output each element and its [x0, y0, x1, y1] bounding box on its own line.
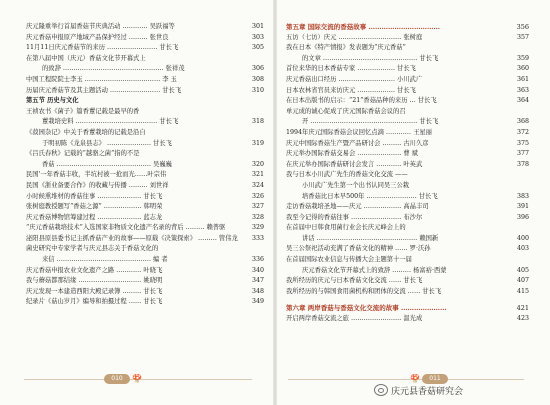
toc-entry-title: 菌史研究中专家学者与庆元县志关于香菇文化的	[26, 245, 159, 253]
toc-entry-page: 368	[516, 118, 529, 126]
toc-entry	[26, 139, 264, 150]
toc-entry	[26, 213, 264, 224]
toc-entry-title: 我在日本《特产情报》发表题为“庆元香菇”	[286, 44, 406, 52]
toc-entry-title: 吴三公祭祀活动充满了香菇文化的精神 …… 罗·沃孙	[286, 245, 431, 253]
toc-entry-page: 364	[516, 97, 529, 105]
toc-entry-title: 1994年庆元国际香菇会议回忆点滴 ………… 王星丽	[286, 128, 432, 136]
toc-entry-title: 在首届国际农业信息与传播大会主题第十一届	[286, 256, 412, 264]
toc-entry	[286, 266, 529, 277]
toc-entry-title: 的文章 ……………………………………… 甘长飞	[302, 54, 439, 62]
toc-entry	[26, 86, 264, 97]
toc-entry-page: 347	[251, 277, 264, 285]
toc-entry-title: 培香菇比日本早500年 …………………… 甘长飞	[302, 192, 438, 200]
toc-entry	[286, 192, 529, 203]
toc-entry	[286, 64, 529, 75]
toc-entry-page: 305	[251, 44, 264, 52]
toc-entry	[26, 43, 264, 54]
toc-entry-title: 纪录片《菇山岁月》编导和拍摄过程 …… 甘长飞	[26, 298, 163, 306]
section-heading	[26, 96, 264, 107]
toc-entry-page: 405	[516, 266, 529, 274]
toc-entry-page: 375	[516, 139, 529, 147]
toc-entry-page: 318	[251, 118, 264, 126]
toc-entry-title: 第五节 历史与文化	[26, 97, 79, 105]
toc-entry-page: 396	[516, 213, 529, 221]
toc-entry-page: 321	[251, 171, 264, 179]
toc-entry	[26, 170, 264, 181]
toc-entry	[286, 255, 529, 266]
toc-entry-page: 377	[516, 150, 529, 158]
right-footer-rule	[288, 379, 524, 380]
toc-entry-title: 来信 ……………………………………… 编 者	[42, 256, 168, 264]
right-page-number: 011	[422, 374, 448, 384]
mushroom-icon: 🍄	[410, 374, 420, 383]
toc-entry-title: 在庆元举办国际香菇研讨会发言 ………… 叶英武	[286, 160, 423, 168]
toc-entry-page: 356	[516, 23, 529, 31]
toc-entry-page: 403	[516, 245, 529, 253]
toc-entry-title: 民国'一年香菇丰收，半坑村被一抢而光……叶宗伟	[26, 171, 167, 179]
toc-entry	[26, 276, 264, 287]
toc-entry-page: 306	[251, 65, 264, 73]
watermark-text: 庆元县香菇研究会	[391, 387, 464, 397]
toc-entry-title: 在日本出版书的启示：“21”香菇品种的来历 … 甘长飞	[286, 97, 437, 105]
toc-entry-page: 319	[251, 139, 264, 147]
toc-entry-page: 326	[251, 192, 264, 200]
toc-entry	[26, 128, 264, 139]
toc-entry	[26, 234, 264, 245]
toc-entry	[286, 107, 529, 118]
toc-entry-page: 423	[516, 315, 529, 323]
toc-entry	[286, 244, 529, 255]
toc-entry-title: “庆元香菇栽培技术”入选国家非物质文化遗产名录的背后 ……… 赖普驱	[26, 224, 226, 232]
toc-entry-title: 小川武广先生第一个出书认同吴三公栽	[302, 181, 410, 189]
toc-entry	[286, 170, 529, 181]
toc-entry-title: 王祯农书《菌子》篇香蕈记载是最早的香	[26, 107, 140, 115]
toc-entry-page: 421	[516, 304, 529, 313]
toc-entry	[286, 96, 529, 107]
toc-entry	[286, 75, 529, 86]
toc-entry-page: 372	[516, 128, 529, 136]
toc-entry	[286, 160, 529, 171]
toc-entry-page: 360	[516, 65, 529, 73]
toc-entry	[286, 213, 529, 224]
toc-entry	[26, 192, 264, 203]
toc-entry	[26, 181, 264, 192]
toc-entry-title: 开 …………………………………………… 甘长飞	[302, 118, 439, 126]
wechat-icon	[374, 384, 388, 396]
toc-entry	[26, 22, 264, 33]
toc-entry	[26, 107, 264, 118]
toc-entry-title: 我与蘑菇都那结缘 ………………………… 姚晓明	[26, 277, 163, 285]
toc-entry-title: 张树庭教授题写“香菇之源” ……………… 韩明荣	[26, 203, 163, 211]
toc-entry-page: 336	[251, 256, 264, 264]
toc-entry	[286, 54, 529, 65]
toc-entry-title: 庆元香菇文化节开幕式上的致辞 ……… 杨富裕·西蒙	[302, 266, 447, 274]
toc-entry-title: 庆元隆重举行首届香菇节庆典活动 ………… 吴跃福等	[26, 23, 175, 30]
chapter-heading	[286, 303, 529, 314]
toc-entry-title: 中国工程院院士李玉 ……………………………… 李 玉	[26, 75, 177, 83]
toc-entry-page: 361	[516, 75, 529, 83]
toc-entry-title: 庆元举办国际香菇交易会 ………………… 曹 斌	[286, 150, 418, 158]
toc-entry-page: 359	[516, 54, 529, 62]
toc-entry	[286, 33, 529, 44]
toc-entry-title: 我与日本小川武广先生的香菇文化交流 ——	[286, 171, 408, 179]
toc-entry-page: 333	[251, 234, 264, 242]
toc-entry	[26, 266, 264, 277]
toc-entry-page: 329	[251, 224, 264, 232]
toc-entry	[26, 160, 264, 171]
toc-entry-page: 310	[251, 86, 264, 94]
toc-entry-title: 《吕氏春秋》记载的“越骆之菌”指的不是	[26, 150, 140, 158]
toc-entry	[286, 276, 529, 287]
toc-entry-page: 400	[516, 234, 529, 242]
toc-entry-title: 庆元发现一本建造西阳大殿记录簿 ……… 甘长飞	[26, 287, 163, 295]
toc-entry-page: 348	[251, 287, 264, 295]
toc-entry-page: 308	[251, 75, 264, 83]
toc-entry-title: 庆元香菇申报原产地域产品保护经过 ……… 张世良	[26, 33, 169, 41]
toc-entry	[26, 75, 264, 86]
right-page	[276, 0, 550, 405]
toc-entry-title: 蕈栽培史料 ………………………………… 甘长飞	[42, 118, 179, 126]
toc-entry-title: 单元成的诚心促成了庆元国际香菇会议的召	[286, 107, 406, 115]
toc-entry	[286, 223, 529, 234]
toc-entry-title: 五访（七访）庆元 ………………………… 张树庭	[286, 33, 423, 41]
toc-entry	[26, 117, 264, 128]
toc-entry-page: 415	[516, 287, 529, 295]
toc-entry-title: 庆元香菇博物馆筹建过程 ………………… 蓝志龙	[26, 213, 163, 221]
toc-entry	[286, 149, 529, 160]
left-page	[0, 0, 274, 405]
toc-entry	[26, 202, 264, 213]
toc-entry	[286, 139, 529, 150]
left-toc	[26, 22, 264, 308]
toc-entry-page: 363	[516, 86, 529, 94]
toc-entry	[26, 149, 264, 160]
toc-entry	[26, 244, 264, 255]
toc-entry	[286, 234, 529, 245]
toc-entry-page: 391	[516, 203, 529, 211]
left-page-footer	[0, 374, 274, 384]
toc-entry	[26, 255, 264, 266]
toc-entry-title: 历届庆元香菇节及其主题活动 …………………… 甘长飞	[26, 86, 182, 94]
toc-entry-title: 小时候熏堆材的香菇往事 ………………… 甘长飞	[26, 192, 163, 200]
right-page-footer	[276, 374, 550, 384]
toc-entry	[286, 43, 529, 54]
toc-entry-page: 383	[516, 192, 529, 200]
toc-entry-title: 的致辞 ………………………………………… 张祥茂	[42, 65, 185, 73]
toc-entry-title: 民国《浙业备要合作》的收藏与传播 ……… 刘世祥	[26, 181, 169, 189]
toc-entry-title: 于明初陈《龙泉县志》 ………………… 甘长飞	[42, 139, 172, 147]
toc-entry-page: 378	[516, 160, 529, 168]
toc-entry	[26, 33, 264, 44]
toc-entry	[286, 181, 529, 192]
toc-entry	[26, 297, 264, 308]
toc-entry	[286, 117, 529, 128]
toc-entry-title: 《菽园杂记》中关于香蕈栽培的记载是沿自	[26, 128, 146, 136]
toc-entry-page: 301	[251, 23, 264, 30]
toc-entry-page: 349	[251, 298, 264, 306]
toc-entry-title: 首位来华的日本香菇专家 ……………… 甘长飞	[286, 65, 416, 73]
toc-entry-title: 讲话 ………………………………………… 赖国新	[302, 234, 439, 242]
toc-entry	[286, 287, 529, 298]
toc-entry-page: 303	[251, 33, 264, 41]
toc-entry	[26, 223, 264, 234]
left-page-number: 010	[104, 374, 130, 384]
toc-entry	[26, 54, 264, 65]
toc-entry-title: 我所经历的庆元与日本香菇文化交流 …… 甘长飞	[286, 277, 423, 285]
toc-entry	[286, 128, 529, 139]
toc-entry-title: 第五章 国际交流的香菇故事 ……………………………	[286, 23, 441, 31]
toc-entry-page: 357	[516, 33, 529, 41]
toc-entry-title: 在第八届中国（庆元）香菇文化节开幕式上	[26, 54, 146, 62]
toc-entry-title: 走访香菇栽培圣地——庆元 ……………… 高晶丰司	[286, 203, 429, 211]
toc-entry-title: 在首届中日韩食用菌行业会长庆元峰会上的	[286, 224, 406, 232]
toc-entry-title: 香菇 ……………………………………… 吴巍巍	[42, 160, 172, 168]
toc-entry-title: 11月11日庆元香菇节的来历 …………………… 甘长飞	[26, 44, 179, 52]
toc-entry-title: 我至今记得的香菇往事 …………………… 布沙尔	[286, 213, 423, 221]
chapter-heading	[286, 22, 529, 33]
toc-entry-page: 320	[251, 160, 264, 168]
toc-entry-title: 第六章 两岸香菇与香菇文化交流的故事 …………………	[286, 304, 447, 313]
toc-entry-title: 庆元香菇申报农业文化遗产之路 ………… 叶晓飞	[26, 266, 163, 274]
toc-entry-page: 328	[251, 213, 264, 221]
toc-entry-title: 庆元中国际香菇生产暨产品研讨会 ……… 古川久彦	[286, 139, 429, 147]
toc-entry-title: 我所经历的与韩国食用菌机构和团体的交流 …… 甘长飞	[286, 287, 442, 295]
toc-entry-title: 庆元香菇出口经历 ……………………… 小川武广	[286, 75, 423, 83]
toc-entry-title: 泌阳县原县委书记主抓香菇产业的故事——原载《决策探索》 ……… 管伟龙	[26, 234, 238, 242]
toc-entry	[286, 314, 529, 325]
toc-entry	[26, 287, 264, 298]
toc-entry-page: 340	[251, 266, 264, 274]
toc-entry-page: 324	[251, 181, 264, 189]
toc-entry	[26, 64, 264, 75]
toc-entry	[286, 86, 529, 97]
right-toc	[286, 22, 529, 325]
toc-entry-title: 开启两岸香菇交流之旅 …………………… 温光成	[286, 315, 423, 323]
toc-entry-title: 日本农林省官员来访庆元 ……………… 甘长飞	[286, 86, 416, 94]
toc-entry-page: 407	[516, 277, 529, 285]
toc-entry	[286, 202, 529, 213]
toc-entry-page: 327	[251, 203, 264, 211]
watermark	[374, 384, 463, 397]
mushroom-icon: 🍄	[132, 374, 142, 383]
